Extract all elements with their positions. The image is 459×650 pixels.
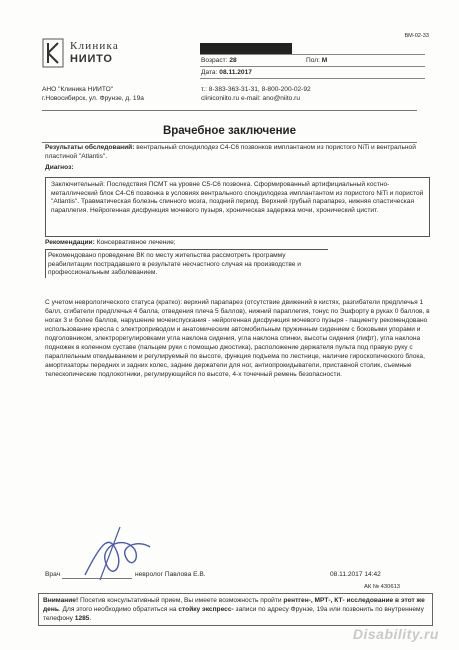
results-section [45, 144, 430, 161]
ak-number: АК № 430613 [364, 584, 401, 590]
footer-text-2: КТ- исследование в этот же день [43, 597, 425, 613]
date-value: 08.11.2017 [219, 69, 252, 76]
sex-value: М [321, 57, 328, 64]
date-label: Дата: 08.11.2017 [201, 69, 252, 76]
attention-label: Внимание! [43, 597, 79, 604]
footer-text-4: записи по адресу Фрунзе, 19а или позвонить по внутреннему телефону [43, 606, 424, 622]
diagnosis-text: Заключительный: Последствия ПСМТ на уровне С5-С6 позвонка. Сформированный артифициальный костно-металлический блок С4-С6 позвонка в условиях вентрального спондилодеза имплантантом из пористого NiTi и пористой "Atlantis". Травматическая болезнь спинного мозга, поздний период. Верхний грубый парапарез, нижняя спастическая параплегия. Нейрогенная дисфункция мочевого пузыря, хроническая задержка мочи, хронический цистит. [51, 181, 424, 214]
clinic-contacts: cliniconiito.ru e-mail: ano@niito.ru [201, 95, 301, 102]
clinic-logo-icon [42, 38, 64, 68]
date-line [200, 78, 425, 79]
footer-text-3: . Для этого необходимо обратиться на [58, 606, 177, 613]
recommendation-box [45, 249, 328, 278]
title-divider [42, 142, 417, 143]
diagnosis-label: Диагноз: [45, 164, 74, 171]
signature-datetime: 08.11.2017 14:42 [330, 571, 381, 578]
patient-name-line [200, 54, 425, 55]
clinic-logo-text: Клиника НИИТО [70, 40, 119, 65]
recommendation-label: Рекомендации: [45, 239, 95, 246]
age-label: Возраст: 28 [201, 57, 237, 64]
body-text: С учетом неврологического статуса (кратко): верхний парапарез (отсутствие движений в кистях, разгибатели предплечья 1 балл, сгибатели предплечья 4 балла, отведения плеча 5 баллов), нижний параплегия, тонус по Эшфорту в руках 0 баллов, в ногах 3 и более баллов, нарушение мочеиспускания - нейрогенная дисфункция мочевого пузыря - пациенту рекомендовано использование кресла с электроприводом и анатомическим автомобильным пружинным сидением с боковыми упорами и подголовником, электрорегулировками угла наклона сидения, угла наклона спинки, высоты сидения (лифт), угла наклона подножек в коленном суставе (пальцем руки с помощью джостика), расположение держателя пульта под правую руку с параллельным откидыванием и регулируемый по высоте, функция подъема по лестнице, наличие гироскопического блока, амортизаторы передних и задних колес, задние держатели для ног, антиопрокидыватели, приставной столик, съемные телескопические подлокотники, регулирующийся по высоте, 4-х точечный ремень безопасности. [45, 299, 430, 378]
signature-line [62, 578, 132, 579]
recommendation-first: Консервативное лечение; [96, 239, 176, 246]
page-title: Врачебное заключение [162, 125, 297, 137]
results-text: вентральный спондилодез С4-С6 позвонков имплантаном из пористого NiTi и вентральной пластиной "Atlantis". [45, 144, 416, 160]
doctor-name: невролог Павлова Е.В. [135, 571, 206, 578]
age-value: 28 [229, 57, 237, 64]
org-address: г.Новосибирск, ул. Фрунзе, д. 19а [42, 95, 144, 102]
footer-emph-1: рентген-, МРТ-, [283, 597, 333, 604]
clinic-phones: т.: 8-383-363-31-31, 8-800-200-02-92 [201, 86, 311, 93]
org-name: АНО "Клиника НИИТО" [42, 86, 114, 93]
recommendation-section [45, 239, 430, 248]
age-line [200, 66, 425, 67]
patient-name-redacted [200, 43, 292, 54]
header-divider [42, 110, 417, 111]
footer-notice [38, 593, 433, 626]
doc-code: ВМ-02-33 [404, 33, 429, 39]
footer-emph-2: стойку экспресс- [178, 606, 234, 613]
watermark: Disability.ru [352, 626, 439, 642]
footer-text-5: . [89, 615, 92, 622]
diagnosis-box [45, 177, 430, 237]
sex-label: Пол: М [306, 57, 328, 64]
results-label: Результаты обследований: [45, 144, 135, 151]
doctor-label: Врач [45, 571, 61, 578]
recommendation-text: Рекомендовано проведение ВК по месту жительства рассмотреть программу реабилитации пострадавшего в результате несчастного случая на производстве и профессиональным заболеванием. [48, 252, 301, 277]
footer-text-1: Посетив консультативный прием, Вы имеете возможность пройти [80, 597, 282, 604]
footer-emph-3: 1285 [74, 615, 90, 622]
